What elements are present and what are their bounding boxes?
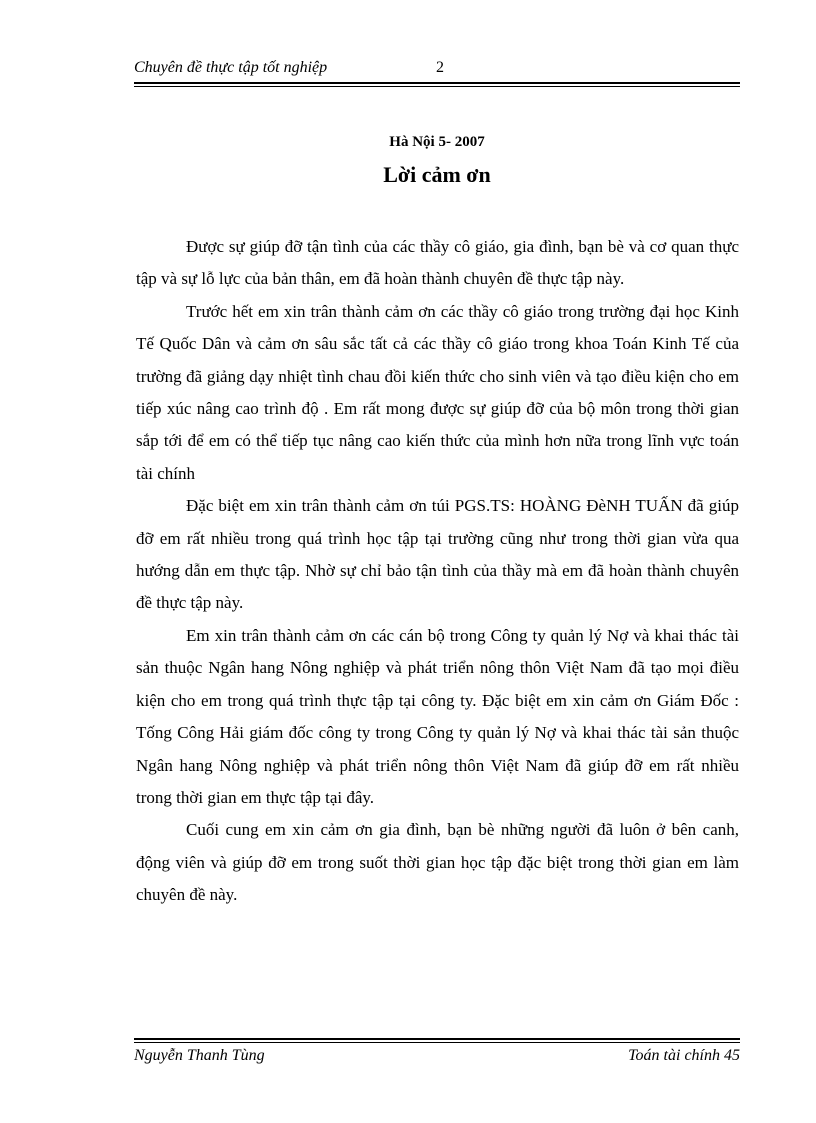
paragraph-3: Đặc biệt em xin trân thành cảm ơn túi PGS.TS: HOÀNG ĐèNH TUẤN đã giúp đỡ em rất nhiều trong quá trình học tập tại trường cũng như trong thời gian vừa qua hướng dẫn em thực tập. Nhờ sự chỉ bảo tận tình của thầy mà em đã hoàn thành chuyên đề thực tập này. <box>136 496 739 613</box>
paragraph-1: Được sự giúp đỡ tận tình của các thầy cô giáo, gia đình, bạn bè và cơ quan thực tập và sự lỗ lực của bản thân, em đã hoàn thành chuyên đề thực tập này. <box>136 237 739 289</box>
place-date: Hà Nội 5- 2007 <box>389 134 485 150</box>
page-title: Lời cảm ơn <box>383 162 491 187</box>
footer-divider <box>134 1038 740 1043</box>
page-number: 2 <box>436 59 444 76</box>
paragraph-5: Cuối cung em xin cảm ơn gia đình, bạn bè những người đã luôn ở bên canh, động viên và giúp đỡ em trong suốt thời gian học tập đặc biệt trong thời gian em làm chuyên đề này. <box>136 820 739 905</box>
paragraph-4: Em xin trân thành cảm ơn các cán bộ trong Công ty quản lý Nợ và khai thác tài sản thuộc Ngân hang Nông nghiệp và phát triển nông thôn Việt Nam đã tạo mọi điều kiện cho em trong quá trình thực tập tại công ty. Đặc biệt em xin cảm ơn Giám Đốc : Tống Công Hải giám đốc công ty trong Công ty quản lý Nợ và khai thác tài sản thuộc Ngân hang Nông nghiệp và phát triển nông thôn Việt Nam đã giúp đỡ em rất nhiều trong thời gian em thực tập tại đây. <box>136 625 739 807</box>
header-divider <box>134 82 740 87</box>
paragraph-2: Trước hết em xin trân thành cảm ơn các thầy cô giáo trong trường đại học Kinh Tế Quốc Dân và cảm ơn sâu sắc tất cả các thầy cô giáo trong khoa Toán Kinh Tế của trường đã giảng dạy nhiệt tình chau đồi kiến thức cho sinh viên và tạo điều kiện cho em tiếp xúc nâng cao trình độ . Em rất mong được sự giúp đỡ của bộ môn trong thời gian sắp tới để em có thể tiếp tục nâng cao kiến thức của mình hơn nữa trong lĩnh vực toán tài chính <box>136 301 739 483</box>
footer-class: Toán tài chính 45 <box>628 1047 740 1064</box>
footer-author: Nguyễn Thanh Tùng <box>134 1047 265 1064</box>
body-text <box>136 231 739 912</box>
page-header <box>134 58 740 80</box>
page-footer <box>134 1046 740 1068</box>
header-title: Chuyên đề thực tập tốt nghiệp <box>134 59 328 76</box>
